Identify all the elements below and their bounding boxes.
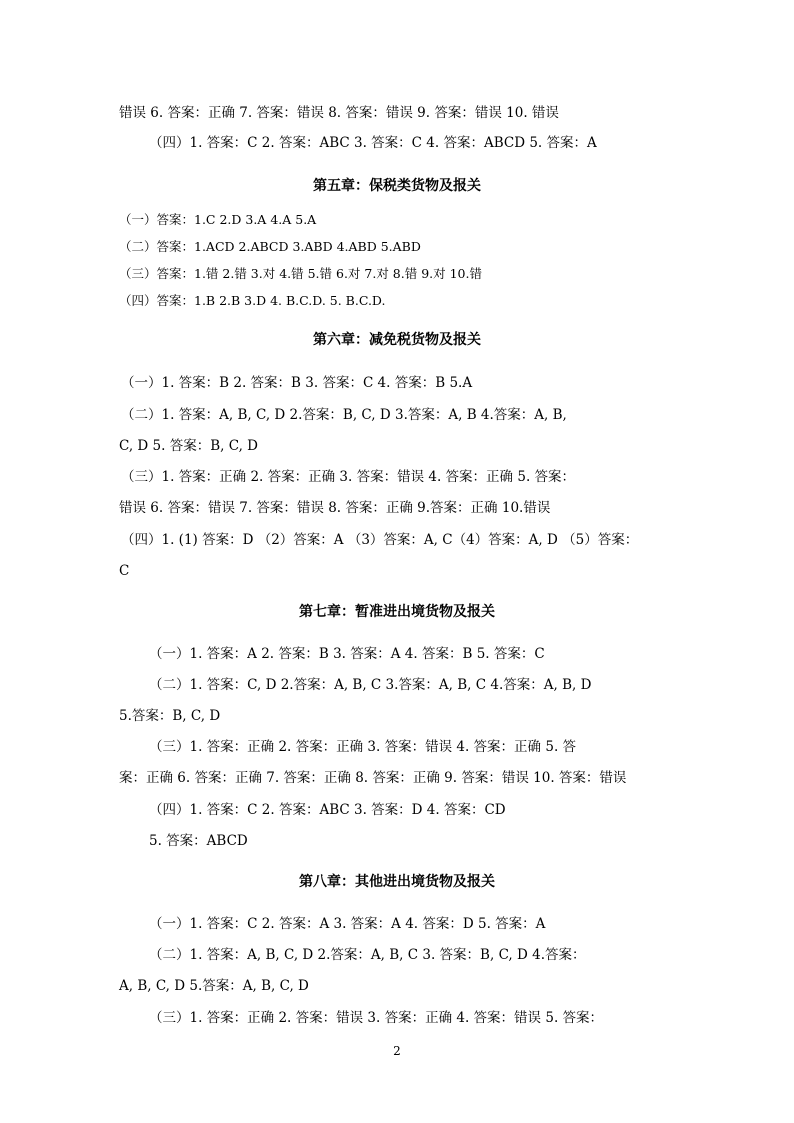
- answer-line: （二）1. 答案：A, B, C, D 2.答案：A, B, C 3. 答案：B, C, D 4.答案：: [149, 947, 586, 963]
- page-number: 2: [393, 1044, 401, 1058]
- answer-line: （四）1. 答案：C 2. 答案：ABC 3. 答案：D 4. 答案：CD: [149, 802, 506, 818]
- answer-line: 5.答案：B, C, D: [119, 708, 221, 724]
- chapter-heading: 第六章：减免税货物及报关: [313, 332, 481, 348]
- answer-line: （二）1. 答案：C, D 2.答案：A, B, C 3.答案：A, B, C 4.答案：A, B, D: [149, 677, 592, 693]
- answer-line: （四）答案：1.B 2.B 3.D 4. B.C.D. 5. B.C.D.: [119, 293, 386, 308]
- answer-line: （四）1. 答案：C 2. 答案：ABC 3. 答案：C 4. 答案：ABCD 5. 答案：A: [149, 135, 597, 151]
- chapter-heading: 第八章：其他进出境货物及报关: [299, 874, 495, 890]
- answer-line: 错误 6. 答案：错误 7. 答案：错误 8. 答案：正确 9.答案：正确 10.错误: [119, 500, 551, 516]
- answer-line: （二）答案：1.ACD 2.ABCD 3.ABD 4.ABD 5.ABD: [119, 239, 421, 254]
- answer-line: （一）答案：1.C 2.D 3.A 4.A 5.A: [119, 212, 317, 227]
- answer-line: （二）1. 答案：A, B, C, D 2.答案：B, C, D 3.答案：A, B 4.答案：A, B,: [121, 407, 567, 423]
- answer-line: 案：正确 6. 答案：正确 7. 答案：正确 8. 答案：正确 9. 答案：错误 10. 答案：错误: [119, 770, 627, 786]
- answer-line: （三）1. 答案：正确 2. 答案：正确 3. 答案：错误 4. 答案：正确 5. 答案：: [121, 469, 576, 485]
- answer-line: （一）1. 答案：C 2. 答案：A 3. 答案：A 4. 答案：D 5. 答案：A: [149, 916, 546, 932]
- answer-line: （三）答案：1.错 2.错 3.对 4.错 5.错 6.对 7.对 8.错 9.对 10.错: [119, 266, 482, 281]
- answer-line: （四）1. (1) 答案：D （2）答案：A （3）答案：A, C（4）答案：A, D （5）答案：: [121, 532, 639, 548]
- answer-line: 错误 6. 答案：正确 7. 答案：错误 8. 答案：错误 9. 答案：错误 10. 错误: [119, 105, 559, 121]
- answer-line: （三）1. 答案：正确 2. 答案：正确 3. 答案：错误 4. 答案：正确 5. 答: [149, 739, 577, 755]
- answer-line: （一）1. 答案：B 2. 答案：B 3. 答案：C 4. 答案：B 5.A: [121, 375, 473, 391]
- chapter-heading: 第五章：保税类货物及报关: [313, 178, 481, 194]
- chapter-heading: 第七章：暂准进出境货物及报关: [299, 604, 495, 620]
- answer-line: （三）1. 答案：正确 2. 答案：错误 3. 答案：正确 4. 答案：错误 5. 答案：: [149, 1010, 604, 1026]
- answer-line: （一）1. 答案：A 2. 答案：B 3. 答案：A 4. 答案：B 5. 答案：C: [149, 646, 545, 662]
- answer-line: A, B, C, D 5.答案：A, B, C, D: [119, 978, 309, 994]
- answer-line: C: [119, 563, 130, 579]
- answer-line: C, D 5. 答案：B, C, D: [119, 438, 258, 454]
- answer-line: 5. 答案：ABCD: [149, 833, 248, 849]
